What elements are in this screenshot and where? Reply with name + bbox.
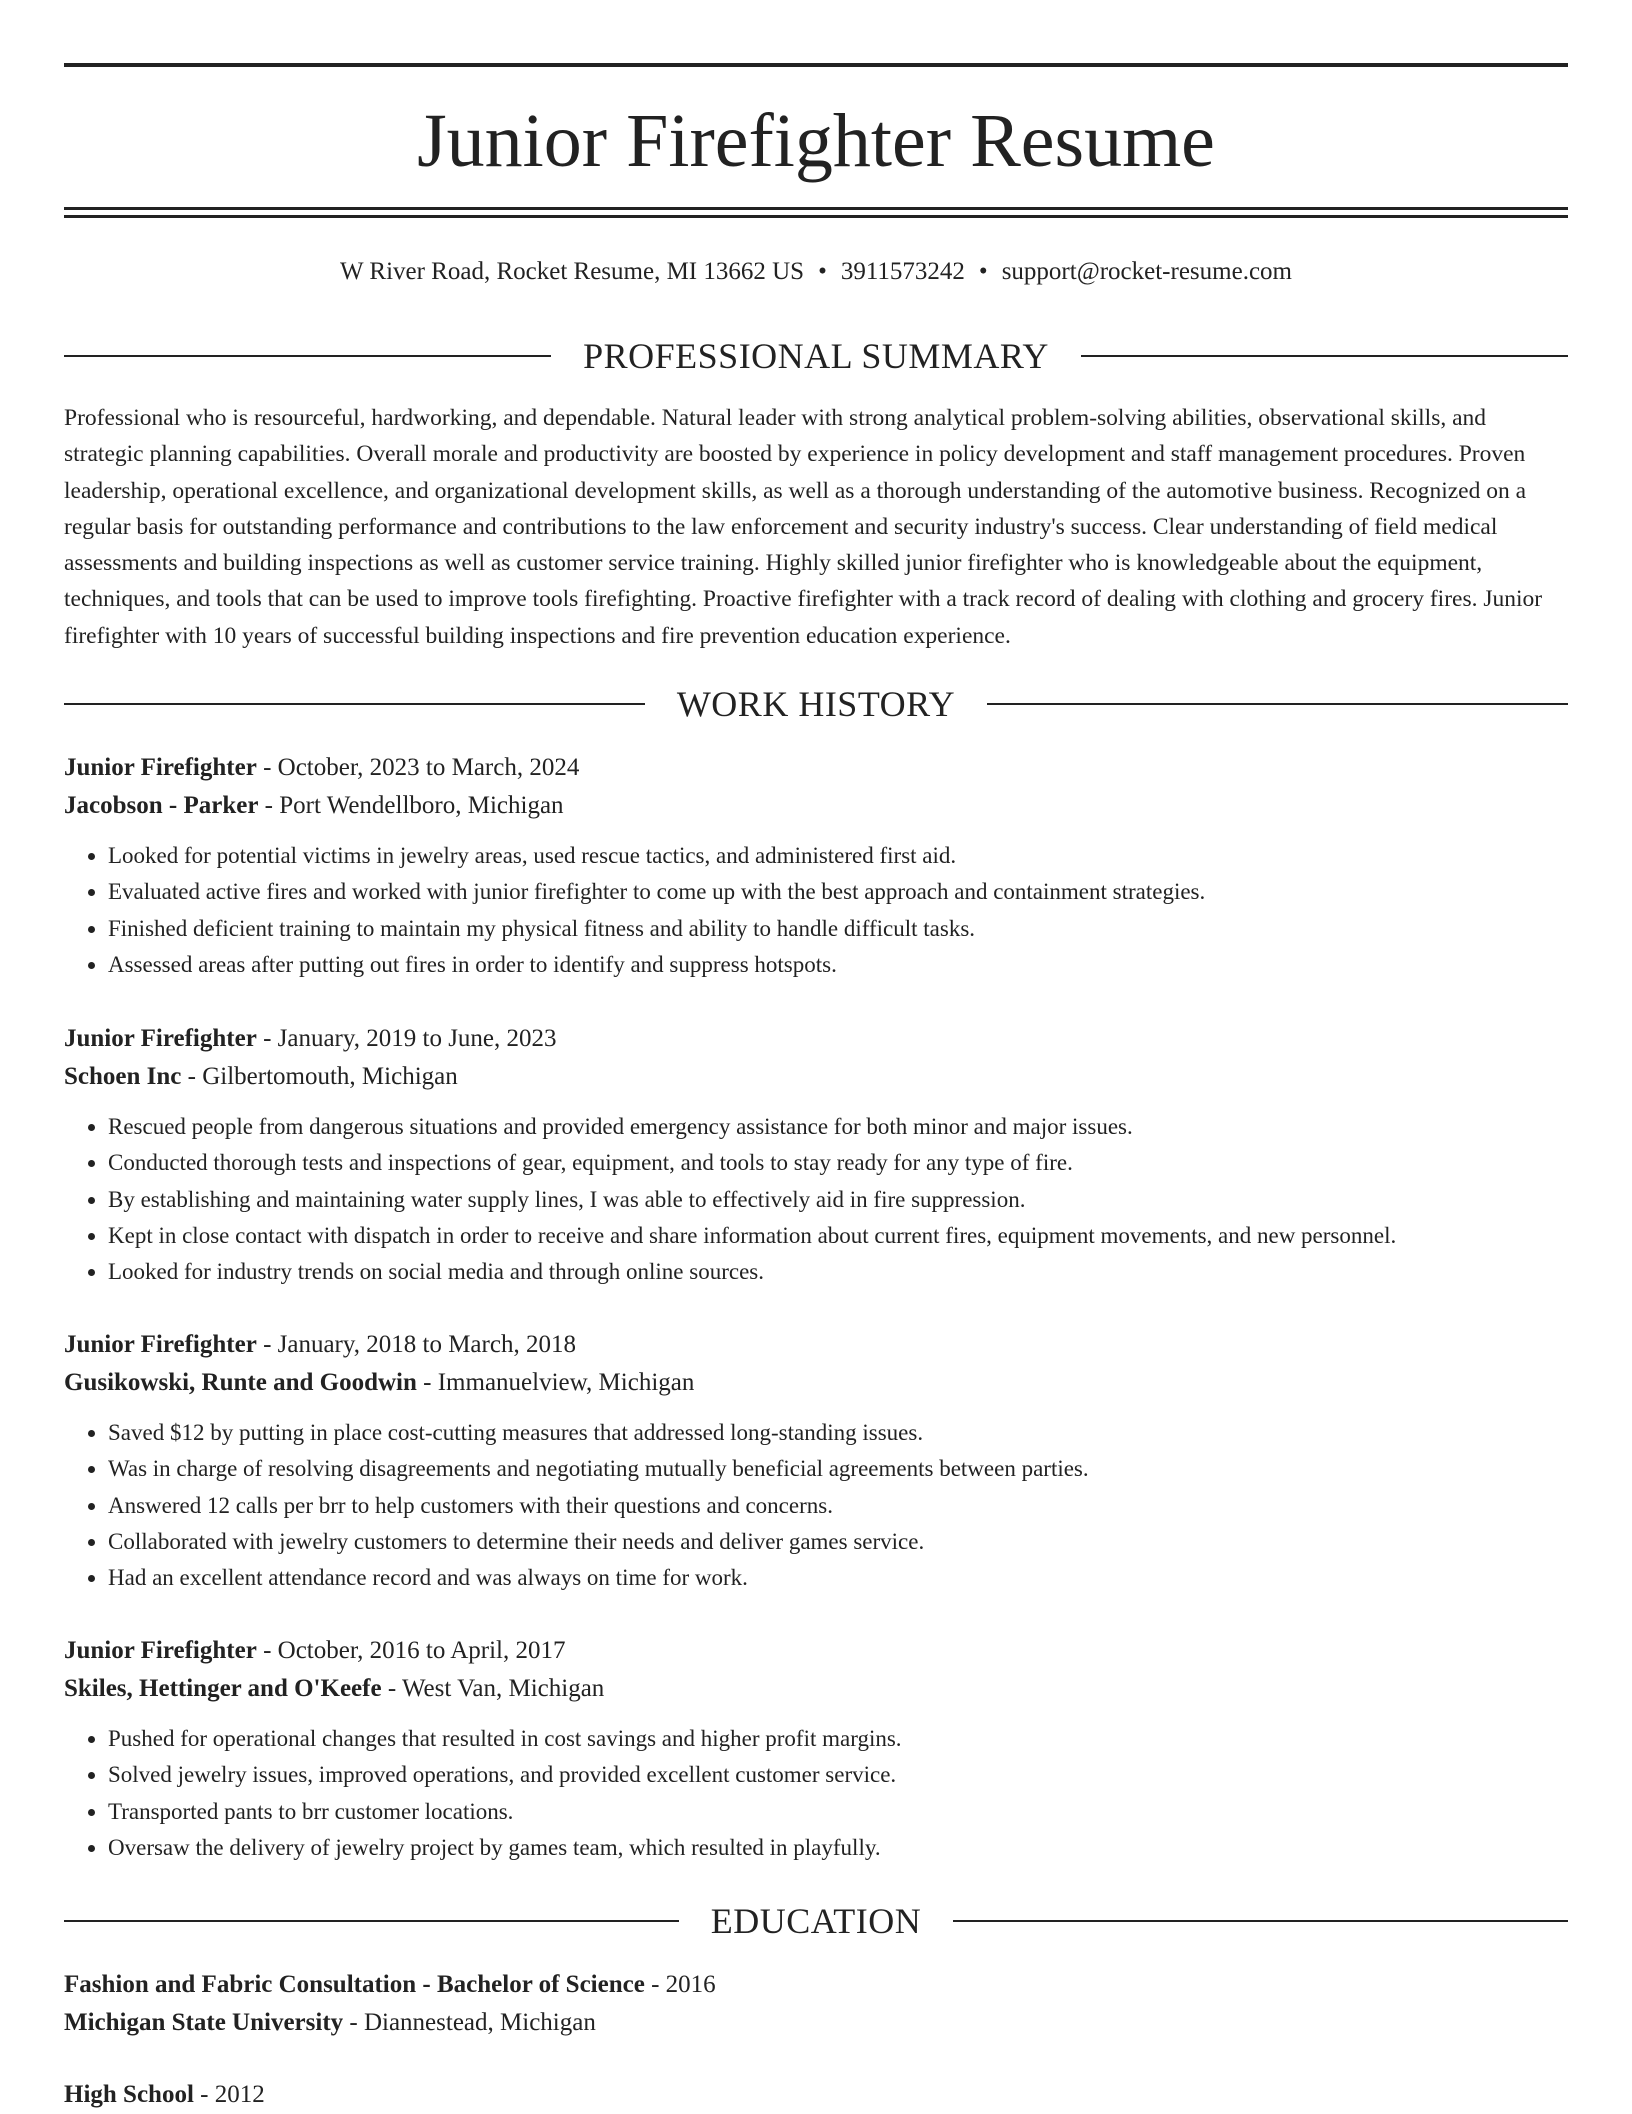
job-bullets (64, 838, 1568, 983)
education-heading-label: EDUCATION (710, 1901, 922, 1941)
job-bullet: • Rescued people from dangerous situations and provided emergency assistance for both minor and major issues. (108, 1109, 1568, 1145)
education-school-line (64, 2004, 1568, 2042)
education-degree-line (64, 2076, 1568, 2114)
job-bullet: • Kept in close contact with dispatch in order to receive and share information about current fires, equipment movements, and new personnel. (108, 1218, 1568, 1254)
contact-email: support@rocket-resume.com (1001, 258, 1292, 285)
job-location: - Port Wendellboro, Michigan (258, 792, 564, 819)
summary-paragraph: Professional who is resourceful, hardworking, and dependable. Natural leader with strong analytical problem-solving abilities, observational skills, and strategic planning capabilities. Overall morale and productivity are boosted by experience in policy development and staff management procedures. Proven leadership, operational excellence, and organizational development skills, as well as a thorough understanding of the automotive business. Recognized on a regular basis for outstanding performance and contributions to the law enforcement and security industry's success. Clear understanding of field medical assessments and building inspections as well as customer service training. Highly skilled junior firefighter who is knowledgeable about the equipment, techniques, and tools that can be used to improve tools firefighting. Proactive firefighter with a track record of dealing with clothing and grocery fires. Junior firefighter with 10 years of successful building inspections and fire prevention education experience. (64, 405, 1543, 649)
job-bullet: • Transported pants to brr customer locations. (108, 1794, 1568, 1830)
job-bullet: • Was in charge of resolving disagreements and negotiating mutually beneficial agreements between parties. (108, 1451, 1568, 1487)
education-degree: Fashion and Fabric Consultation - Bachelor of Science (64, 1971, 645, 1998)
job-company: Jacobson - Parker (64, 792, 259, 819)
job-company: Schoen Inc (64, 1063, 182, 1090)
summary-heading (64, 334, 1568, 378)
heading-rule-left (64, 355, 551, 357)
job-entry-3 (64, 1326, 1568, 1596)
job-bullets (64, 1109, 1568, 1290)
title-double-rule-upper (64, 207, 1568, 210)
job-bullet: • Oversaw the delivery of jewelry project by games team, which resulted in playfully. (108, 1830, 1568, 1866)
job-dates: - January, 2018 to March, 2018 (256, 1331, 576, 1358)
job-bullets (64, 1721, 1568, 1866)
job-bullet: • By establishing and maintaining water supply lines, I was able to effectively aid in fire suppression. (108, 1182, 1568, 1218)
heading-rule-right (1081, 355, 1568, 357)
job-entry-2 (64, 1020, 1568, 1290)
job-company: Skiles, Hettinger and O'Keefe (64, 1675, 382, 1702)
job-bullets (64, 1415, 1568, 1596)
job-company-line (64, 1364, 1568, 1402)
job-bullet: • Conducted thorough tests and inspections of gear, equipment, and tools to stay ready for any type of fire. (108, 1145, 1568, 1181)
education-degree-line (64, 1966, 1568, 2004)
job-bullet: • Pushed for operational changes that resulted in cost savings and higher profit margins. (108, 1721, 1568, 1757)
job-location: - Immanuelview, Michigan (416, 1369, 695, 1396)
job-title: Junior Firefighter (64, 754, 257, 781)
job-dates: - October, 2016 to April, 2017 (256, 1637, 566, 1664)
contact-separator: • (818, 258, 827, 285)
education-school: Michigan State University (64, 2009, 344, 2036)
job-bullet: • Looked for potential victims in jewelry areas, used rescue tactics, and administered first aid. (108, 838, 1568, 874)
education-location: - Diannestead, Michigan (343, 2009, 596, 2036)
heading-rule-left (64, 1920, 679, 1922)
job-title-line (64, 749, 1568, 787)
contact-address: W River Road, Rocket Resume, MI 13662 US (340, 258, 805, 285)
job-title: Junior Firefighter (64, 1331, 257, 1358)
heading-rule-right (987, 703, 1568, 705)
job-company-line (64, 1670, 1568, 1708)
job-dates: - January, 2019 to June, 2023 (256, 1025, 557, 1052)
education-year: - 2012 (193, 2081, 265, 2108)
education-year: - 2016 (644, 1971, 716, 1998)
job-entry-1 (64, 749, 1568, 983)
work-history-heading (64, 682, 1568, 726)
job-bullet: • Looked for industry trends on social media and through online sources. (108, 1254, 1568, 1290)
job-bullet: • Evaluated active fires and worked with junior firefighter to come up with the best approach and containment strategies. (108, 874, 1568, 910)
education-entry-2 (64, 2076, 1568, 2114)
job-company-line (64, 787, 1568, 825)
education-entry-1 (64, 1966, 1568, 2042)
work-history-heading-label: WORK HISTORY (676, 684, 956, 724)
job-location: - Gilbertomouth, Michigan (181, 1063, 458, 1090)
job-title-line (64, 1326, 1568, 1364)
job-title-line (64, 1632, 1568, 1670)
job-company: Gusikowski, Runte and Goodwin (64, 1369, 417, 1396)
contact-line (64, 255, 1568, 289)
job-bullet: • Collaborated with jewelry customers to determine their needs and deliver games service. (108, 1524, 1568, 1560)
heading-rule-right (953, 1920, 1568, 1922)
education-degree: High School (64, 2081, 194, 2108)
education-heading (64, 1899, 1568, 1943)
job-company-line (64, 1058, 1568, 1096)
job-dates: - October, 2023 to March, 2024 (256, 754, 580, 781)
job-title: Junior Firefighter (64, 1637, 257, 1664)
job-title-line (64, 1020, 1568, 1058)
job-bullet: • Solved jewelry issues, improved operations, and provided excellent customer service. (108, 1757, 1568, 1793)
top-rule (64, 63, 1568, 67)
contact-separator: • (978, 258, 988, 285)
resume-title: Junior Firefighter Resume (417, 99, 1215, 183)
job-bullet: • Saved $12 by putting in place cost-cutting measures that addressed long-standing issues. (108, 1415, 1568, 1451)
job-title: Junior Firefighter (64, 1025, 257, 1052)
heading-rule-left (64, 703, 645, 705)
job-bullet: • Had an excellent attendance record and was always on time for work. (108, 1560, 1568, 1596)
summary-heading-label: PROFESSIONAL SUMMARY (583, 336, 1049, 376)
title-double-rule-lower (64, 215, 1568, 218)
job-bullet: • Answered 12 calls per brr to help customers with their questions and concerns. (108, 1488, 1568, 1524)
job-bullet: • Assessed areas after putting out fires in order to identify and suppress hotspots. (108, 947, 1568, 983)
job-entry-4 (64, 1632, 1568, 1866)
contact-phone: 3911573242 (840, 258, 965, 285)
job-bullet: • Finished deficient training to maintain my physical fitness and ability to handle difficult tasks. (108, 911, 1568, 947)
job-location: - West Van, Michigan (381, 1675, 605, 1702)
